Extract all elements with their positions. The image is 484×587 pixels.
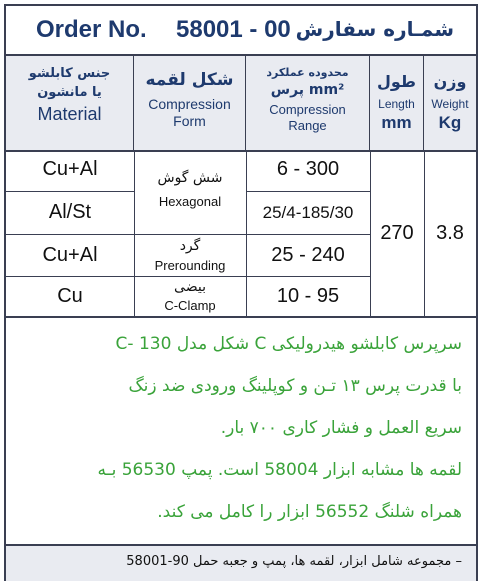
row-divider [134,234,246,235]
material-cell: Cu+Al [42,158,98,180]
header-range-fa2: mm² پرس [270,82,345,98]
header-range-en2: Range [288,118,327,133]
order-label: Order No. [36,16,147,43]
form-en: C-Clamp [164,298,216,313]
range-cell: 25 - 240 [271,244,345,266]
header-form-en2: Form [173,113,206,129]
row-divider [134,276,246,277]
row-divider [6,191,134,192]
range-cell: 10 - 95 [276,285,340,307]
header-range-en1: Compression [269,102,346,117]
description-line: سرپرس کابلشو هیدرولیکی C شکل مدل 130 -C [115,334,462,354]
spec-table-body [6,150,476,318]
header-length [370,56,424,150]
material-cell: Cu+Al [42,244,98,266]
kit-footer [6,544,476,581]
row-divider [6,276,134,277]
header-form [134,56,246,150]
material-cell: Cu [57,285,83,307]
order-number: 58001 - 00 [176,16,291,43]
header-range [246,56,370,150]
description-line: همراه شلنگ 56552 ابزار را کامل می کند. [157,502,462,522]
form-fa: گرد [179,238,201,254]
weight-value: 3.8 [436,222,464,244]
row-divider [246,191,370,192]
description-line: سریع العمل و فشار کاری ۷۰۰ بار. [220,418,462,438]
header-material-fa2: یا مانشون [37,85,102,100]
header-form-en1: Compression [148,96,231,112]
header-material [6,56,134,150]
header-weight-fa: وزن [433,72,467,91]
material-cell: Al/St [48,201,92,223]
header-material-fa1: جنس کابلشو [28,66,111,81]
header-length-en: Length [378,97,415,111]
row-divider [6,234,134,235]
spec-table-header [6,56,476,152]
description-line: لقمه ها مشابه ابزار 58004 است. پمپ 56530 بـه [97,460,462,480]
header-weight [424,56,476,150]
header-range-fa1: محدوده عملکرد [266,66,349,79]
header-weight-en: Weight [431,97,469,111]
kit-contents-note: – مجموعه شامل ابزار، لقمه ها، پمپ و جعبه حمل 90-58001 [126,554,462,569]
header-weight-unit: Kg [438,113,462,132]
header-length-unit: mm [381,113,412,132]
header-length-fa: طول [377,72,416,91]
form-fa: شش گوش [157,170,223,186]
product-spec-frame [4,4,478,581]
range-cell: 25/4-185/30 [262,203,354,222]
order-title-bar [6,6,476,56]
row-divider [246,234,370,235]
row-divider [246,276,370,277]
range-cell: 6 - 300 [276,158,340,180]
header-material-en: Material [37,104,102,124]
description-line: با قدرت پرس ۱۳ تـن و کوپلینگ ورودی ضد زنگ [128,376,462,396]
header-form-fa: شکل لقمه [145,70,234,90]
form-fa: بیضی [174,279,206,295]
form-en: Prerounding [154,258,226,273]
product-description [6,318,476,542]
length-value: 270 [380,222,414,244]
order-label-fa: شمـاره سفارش [295,17,454,41]
form-en: Hexagonal [158,194,222,209]
